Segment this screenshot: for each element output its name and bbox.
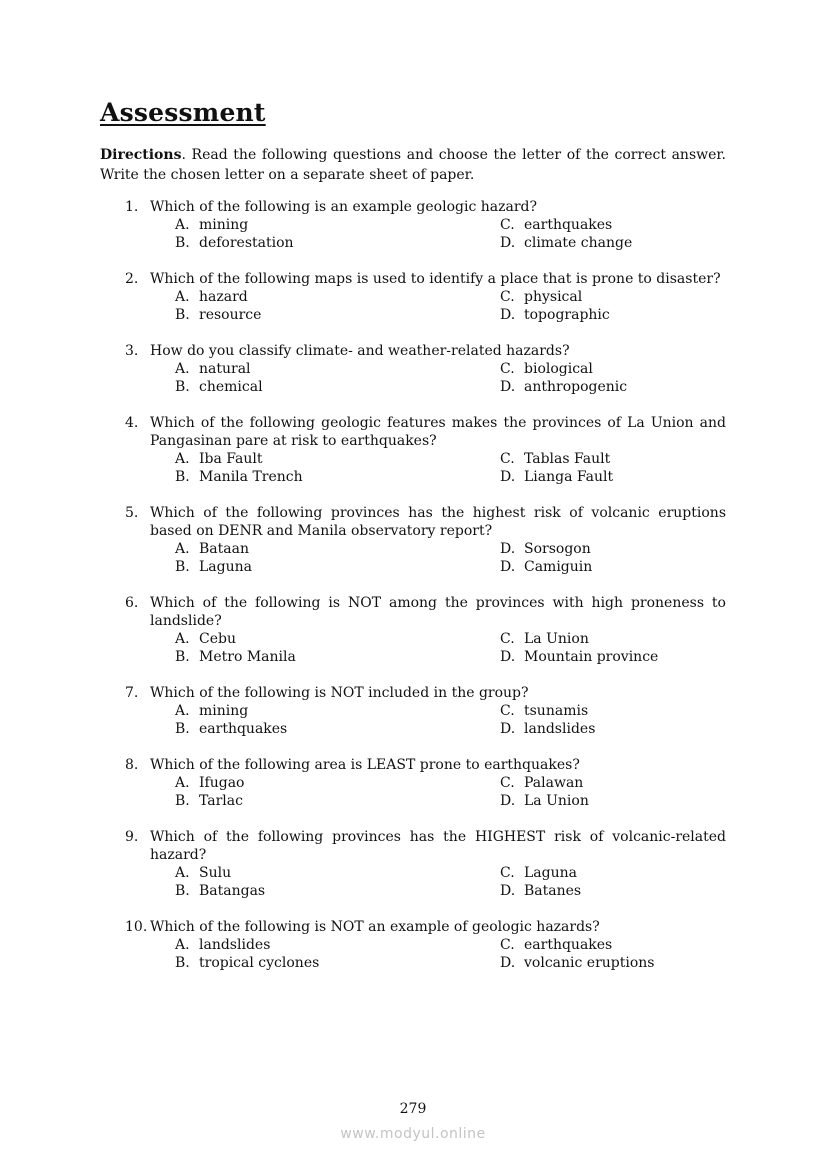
answer-option (175, 720, 287, 738)
answer-option (500, 288, 582, 306)
question-item (0, 414, 826, 486)
question-stem (0, 414, 726, 450)
option-text: hazard (199, 289, 248, 305)
question-number: 4. (125, 415, 139, 431)
answer-option (175, 648, 296, 666)
option-letter: A. (175, 703, 190, 719)
answer-option (175, 360, 251, 378)
question-text: Which of the following area is LEAST prone to earthquakes? (150, 757, 580, 773)
option-text: Batanes (524, 883, 582, 899)
answer-option (500, 648, 658, 666)
answer-option (175, 306, 261, 324)
option-letter: C. (500, 217, 515, 233)
option-letter: D. (500, 883, 516, 899)
option-letter: A. (175, 865, 190, 881)
answer-option (175, 450, 263, 468)
answer-option (175, 774, 244, 792)
answer-option (500, 378, 627, 396)
option-letter: A. (175, 631, 190, 647)
answer-option (500, 774, 583, 792)
answer-option (175, 630, 236, 648)
answer-option (500, 792, 589, 810)
directions-paragraph (100, 145, 726, 185)
question-text: Which of the following provinces has the highest risk of volcanic eruptions based on DENR and Manila observatory report? (150, 505, 726, 539)
option-letter: A. (175, 775, 190, 791)
question-item (0, 684, 826, 738)
answer-option (500, 450, 610, 468)
option-letter: C. (500, 703, 515, 719)
option-text: Tarlac (199, 793, 243, 809)
question-stem (0, 828, 726, 864)
option-letter: B. (175, 721, 190, 737)
option-text: Batangas (199, 883, 266, 899)
answer-option (175, 288, 248, 306)
answer-option (175, 540, 249, 558)
answer-options (0, 630, 826, 666)
answer-option (500, 882, 581, 900)
option-text: Camiguin (524, 559, 593, 575)
option-text: earthquakes (524, 217, 613, 233)
answer-option (500, 954, 654, 972)
option-letter: C. (500, 631, 515, 647)
option-text: climate change (524, 235, 633, 251)
option-text: volcanic eruptions (524, 955, 655, 971)
question-stem (0, 594, 726, 630)
answer-options (0, 360, 826, 396)
question-number: 1. (125, 199, 139, 215)
question-item (0, 918, 826, 972)
answer-option (175, 864, 231, 882)
question-number: 9. (125, 829, 139, 845)
option-letter: C. (500, 937, 515, 953)
option-letter: B. (175, 649, 190, 665)
directions-text: . Read the following questions and choose the letter of the correct answer. Write the chosen letter on a separate sheet of paper. (100, 147, 726, 183)
page-number: 279 (399, 1101, 427, 1117)
answer-option (500, 720, 595, 738)
option-text: tropical cyclones (199, 955, 320, 971)
answer-option (500, 558, 592, 576)
answer-options (0, 774, 826, 810)
answer-options (0, 450, 826, 486)
option-letter: D. (500, 649, 516, 665)
question-item (0, 828, 826, 900)
option-text: landslides (524, 721, 596, 737)
question-number: 3. (125, 343, 139, 359)
option-letter: A. (175, 361, 190, 377)
answer-option (175, 378, 263, 396)
directions-label: Directions (100, 147, 182, 163)
option-letter: B. (175, 955, 190, 971)
option-text: tsunamis (524, 703, 589, 719)
answer-option (500, 630, 589, 648)
answer-option (500, 864, 577, 882)
question-item (0, 270, 826, 324)
answer-options (0, 216, 826, 252)
option-letter: A. (175, 541, 190, 557)
option-letter: B. (175, 379, 190, 395)
answer-option (175, 954, 319, 972)
option-text: topographic (524, 307, 610, 323)
option-letter: D. (500, 469, 516, 485)
option-letter: B. (175, 469, 190, 485)
option-text: Sorsogon (524, 541, 591, 557)
question-stem (0, 198, 726, 216)
question-text: How do you classify climate- and weather-related hazards? (150, 343, 570, 359)
option-letter: D. (500, 235, 516, 251)
answer-option (500, 702, 588, 720)
option-text: La Union (524, 793, 589, 809)
option-letter: A. (175, 937, 190, 953)
answer-option (175, 882, 265, 900)
answer-option (175, 792, 243, 810)
answer-option (175, 936, 270, 954)
question-stem (0, 270, 726, 288)
answer-option (175, 216, 248, 234)
question-item (0, 198, 826, 252)
option-letter: D. (500, 307, 516, 323)
question-stem (0, 504, 726, 540)
answer-option (500, 936, 612, 954)
answer-option (500, 468, 613, 486)
option-text: mining (199, 703, 249, 719)
option-letter: B. (175, 883, 190, 899)
answer-option (500, 306, 610, 324)
question-text: Which of the following is NOT among the provinces with high proneness to landslide? (150, 595, 726, 629)
question-number: 8. (125, 757, 139, 773)
option-text: biological (524, 361, 593, 377)
question-number: 10. (125, 919, 148, 935)
option-letter: C. (500, 289, 515, 305)
option-letter: D. (500, 793, 516, 809)
question-item (0, 594, 826, 666)
answer-option (175, 468, 303, 486)
watermark: www.modyul.online (340, 1126, 486, 1142)
option-text: Lianga Fault (524, 469, 614, 485)
option-text: Laguna (524, 865, 577, 881)
option-letter: B. (175, 793, 190, 809)
option-letter: B. (175, 307, 190, 323)
option-text: Cebu (199, 631, 236, 647)
question-item (0, 756, 826, 810)
question-number: 6. (125, 595, 139, 611)
option-letter: B. (175, 235, 190, 251)
option-text: Manila Trench (199, 469, 303, 485)
option-letter: C. (500, 775, 515, 791)
page-title: Assessment (100, 98, 266, 127)
option-letter: C. (500, 865, 515, 881)
answer-option (175, 234, 294, 252)
answer-option (500, 540, 591, 558)
option-text: earthquakes (199, 721, 288, 737)
option-text: chemical (199, 379, 263, 395)
option-text: deforestation (199, 235, 294, 251)
option-text: Bataan (199, 541, 249, 557)
question-stem (0, 918, 726, 936)
answer-options (0, 540, 826, 576)
question-item (0, 342, 826, 396)
answer-options (0, 864, 826, 900)
answer-option (500, 216, 612, 234)
question-stem (0, 756, 726, 774)
answer-options (0, 936, 826, 972)
option-letter: D. (500, 721, 516, 737)
question-text: Which of the following is NOT included in the group? (150, 685, 529, 701)
option-text: Mountain province (524, 649, 659, 665)
option-text: La Union (524, 631, 589, 647)
option-text: Tablas Fault (524, 451, 611, 467)
question-stem (0, 684, 726, 702)
question-item (0, 504, 826, 576)
question-text: Which of the following maps is used to identify a place that is prone to disaster? (150, 271, 721, 287)
option-letter: A. (175, 289, 190, 305)
option-text: Laguna (199, 559, 252, 575)
option-letter: D. (500, 541, 516, 557)
option-text: resource (199, 307, 262, 323)
question-text: Which of the following provinces has the HIGHEST risk of volcanic-related hazard? (150, 829, 726, 863)
option-letter: B. (175, 559, 190, 575)
answer-option (500, 360, 593, 378)
option-letter: D. (500, 955, 516, 971)
answer-option (175, 702, 248, 720)
option-letter: A. (175, 217, 190, 233)
option-letter: C. (500, 451, 515, 467)
option-text: physical (524, 289, 583, 305)
question-text: Which of the following is NOT an example of geologic hazards? (150, 919, 600, 935)
option-letter: D. (500, 559, 516, 575)
answer-options (0, 288, 826, 324)
option-text: Palawan (524, 775, 584, 791)
option-text: earthquakes (524, 937, 613, 953)
question-text: Which of the following geologic features makes the provinces of La Union and Pangasinan pare at risk to earthquakes? (150, 415, 726, 449)
option-text: Sulu (199, 865, 232, 881)
question-number: 5. (125, 505, 139, 521)
question-stem (0, 342, 726, 360)
question-number: 2. (125, 271, 139, 287)
option-text: landslides (199, 937, 271, 953)
option-text: mining (199, 217, 249, 233)
question-list (0, 198, 826, 990)
option-letter: C. (500, 361, 515, 377)
option-letter: A. (175, 451, 190, 467)
question-text: Which of the following is an example geologic hazard? (150, 199, 537, 215)
option-text: anthropogenic (524, 379, 628, 395)
option-text: natural (199, 361, 251, 377)
answer-option (175, 558, 252, 576)
option-text: Iba Fault (199, 451, 263, 467)
question-number: 7. (125, 685, 139, 701)
option-text: Metro Manila (199, 649, 296, 665)
option-letter: D. (500, 379, 516, 395)
option-text: Ifugao (199, 775, 245, 791)
answer-option (500, 234, 632, 252)
answer-options (0, 702, 826, 738)
